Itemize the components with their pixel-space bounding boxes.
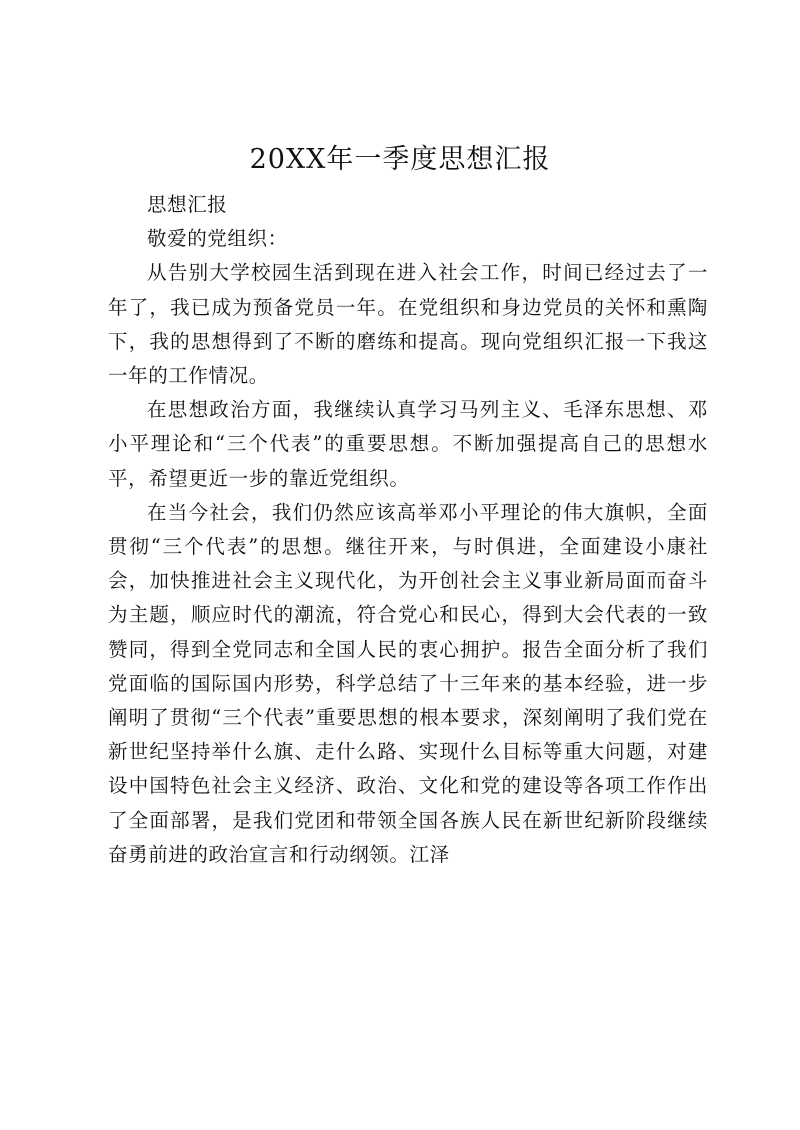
paragraph-heading: 思想汇报 — [147, 193, 228, 216]
paragraph-society: 在当今社会，我们仍然应该高举邓小平理论的伟大旗帜，全面贯彻“三个代表”的思想。继往开来，与时俱进，全面建设小康社会，加快推进社会主义现代化，为开创社会主义事业新局面而奋斗为主题，顺应时代的潮流，符合党心和民心，得到大会代表的一致赞同，得到全党同志和全国人民的衷心拥护。报告全面分析了我们党面临的国际国内形势，科学总结了十三年来的基本经验，进一步阐明了贯彻“三个代表”重要思想的根本要求，深刻阐明了我们党在新世纪坚持举什么旗、走什么路、实现什么目标等重大问题，对建设中国特色社会主义经济、政治、文化和党的建设等各项工作作出了全面部署，是我们党团和带领全国各族人民在新世纪新阶段继续奋勇前进的政治宣言和行动纲领。江泽 — [108, 500, 708, 866]
document-title: 20XX年一季度思想汇报 — [249, 144, 551, 175]
document-body — [108, 188, 708, 872]
paragraph-salutation: 敬爱的党组织： — [147, 227, 288, 251]
paragraph-political: 在思想政治方面，我继续认真学习马列主义、毛泽东思想、邓小平理论和“三个代表”的重要思想。不断加强提高自己的思想水平，希望更近一步的靠近党组织。 — [108, 398, 708, 490]
paragraph-intro: 从告别大学校园生活到现在进入社会工作，时间已经过去了一年了，我已成为预备党员一年。在党组织和身边党员的关怀和熏陶下，我的思想得到了不断的磨练和提高。现向党组织汇报一下我这一年的工作情况。 — [108, 261, 708, 388]
